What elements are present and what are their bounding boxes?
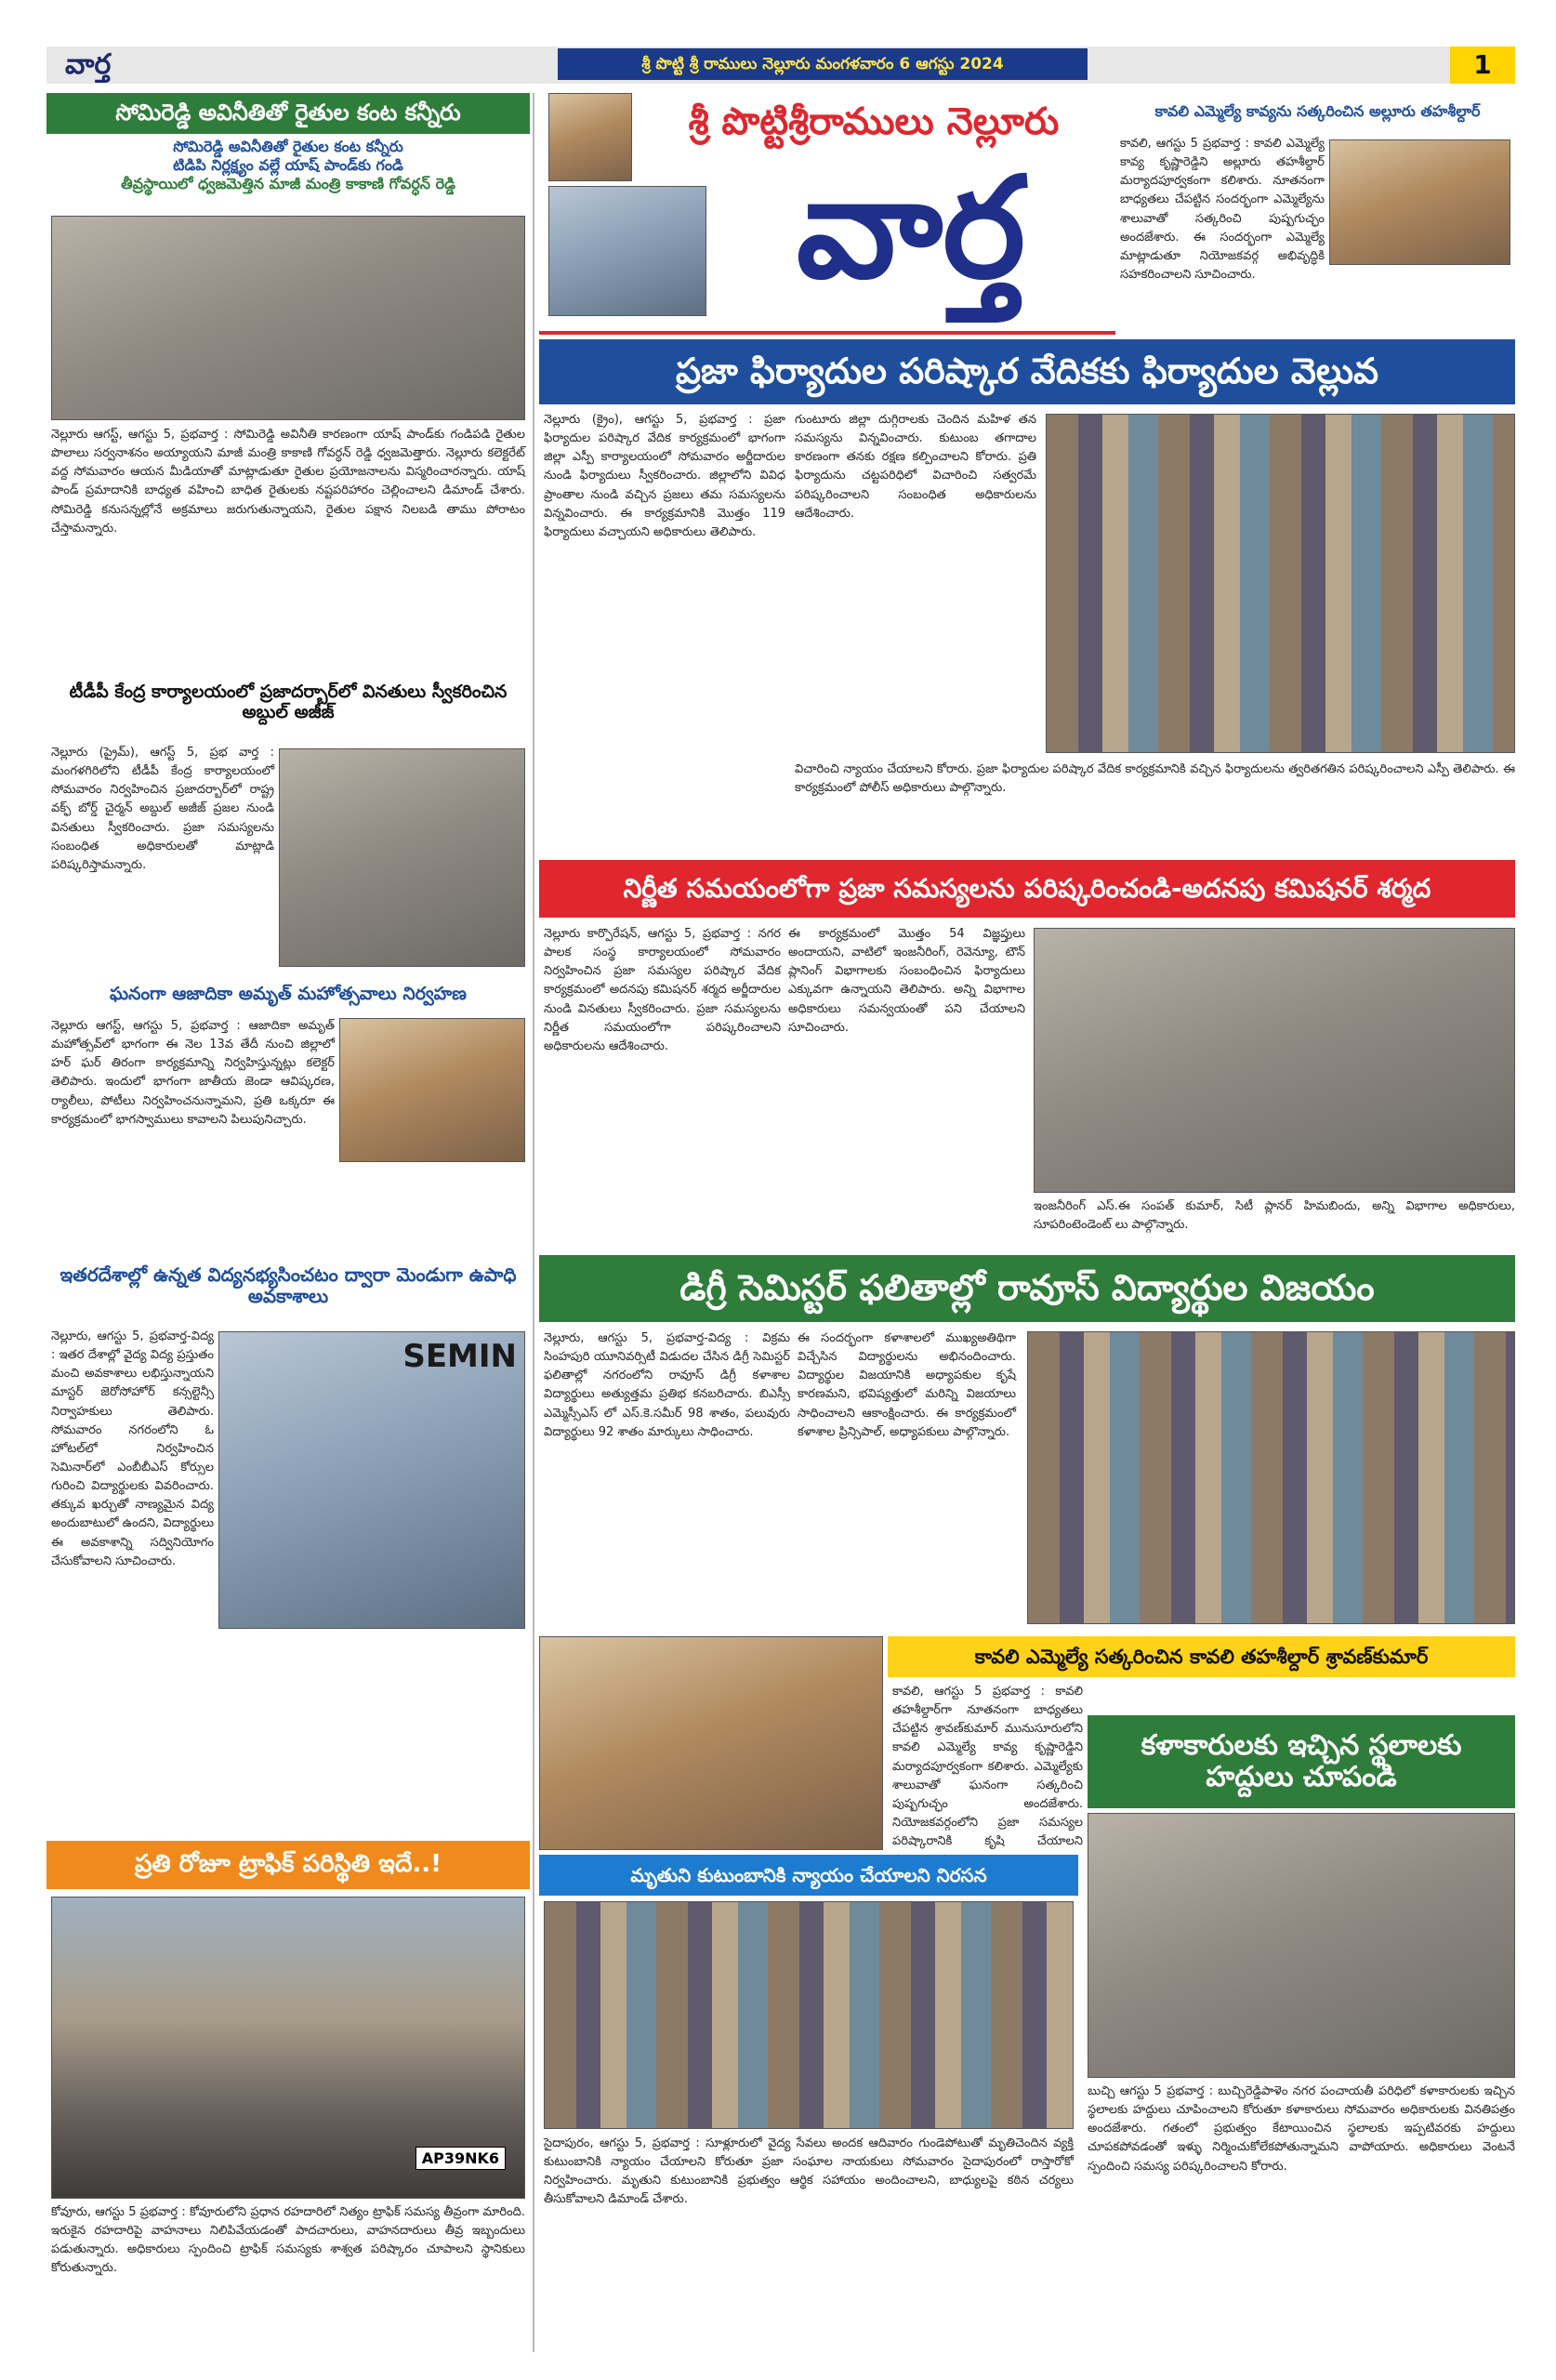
amrit-headline: ఘనంగా ఆజాదికా అమృత్ మహోత్సవాలు నిర్వహణ xyxy=(46,976,530,1013)
column-divider xyxy=(533,93,534,2352)
traffic-photo xyxy=(51,1897,525,2199)
somireddy-photo xyxy=(51,216,525,420)
kavali2-photo xyxy=(539,1636,883,1850)
amrit-body: నెల్లూరు ఆగస్ట్, ఆగస్టు 5, ప్రభవార్త : ఆజాదికా అమృత్ మహోత్సవ్‌లో భాగంగా ఈ నెల 13వ తేదీ నుంచి జిల్లాలో హర్ ఘర్ తిరంగా కార్యక్రమాన్ని నిర్వహిస్తున్నట్లు కలెక్టర్ తెలిపారు. ఇందులో భాగంగా జాతీయ జెండా ఆవిష్కరణ, ర్యాలీలు, పోటీలు నిర్వహించనున్నామని, ప్రతి ఒక్కరూ ఈ కార్యక్రమంలో భాగస్వాములు కావాలని పిలుపునిచ్చారు. xyxy=(51,1019,335,1127)
grievance-body2: గుంటూరు జిల్లా దుగ్గిరాలకు చెందిన మహిళ తన సమస్యను విన్నవించారు. కుటుంబ తగాదాల కారణంగా తనకు రక్షణ కల్పించాలని కోరారు. ప్రతి ఫిర్యాదును చట్టపరిధిలో విచారించి సత్వరమే పరిష్కరించాలని సంబంధిత అధికారులను ఆదేశించారు. xyxy=(795,413,1036,521)
somireddy-headline: సోమిరెడ్డి అవినీతితో రైతుల కంట కన్నీరు xyxy=(46,93,530,134)
founder-portrait xyxy=(548,93,632,181)
grievance-headline: ప్రజా ఫిర్యాదుల పరిష్కార వేదికకు ఫిర్యాదుల వెల్లువ xyxy=(539,339,1515,404)
commissioner-photo xyxy=(1034,928,1515,1193)
commissioner-headline: నిర్ణీత సమయంలోగా ప్రజా సమస్యలను పరిష్కరించండి-అదనపు కమిషనర్ శర్మద xyxy=(539,860,1515,918)
kavali1-photo xyxy=(1329,139,1510,265)
seminar-banner-text: SEMIN xyxy=(402,1338,517,1375)
protest-headline: మృతుని కుటుంబానికి న్యాయం చేయాలని నిరసన xyxy=(539,1855,1078,1896)
kavali1-body: కావలి, ఆగస్టు 5 ప్రభవార్త : కావలి ఎమ్మెల్యే కావ్య కృష్ణారెడ్డిని అల్లూరు తహశీల్దార్ మర్యాదపూర్వకంగా కలిశారు. నూతనంగా బాధ్యతలు చేపట్టిన సందర్భంగా ఎమ్మెల్యేను శాలువాతో సత్కరించి పుష్పగుచ్ఛం అందజేశారు. ఈ సందర్భంగా ఎమ్మెల్యే మాట్లాడుతూ నియోజకవర్గ అభివృద్ధికి సహకరించాలని సూచించారు. xyxy=(1120,137,1325,282)
amrit-photo xyxy=(339,1018,525,1162)
tdp-headline: టీడీపీ కేంద్ర కార్యాలయంలో ప్రజాదర్బార్‌లో వినతులు స్వీకరించిన అబ్దుల్ అజీజ్ xyxy=(46,668,530,738)
somireddy-subheads xyxy=(46,138,530,212)
page-number: 1 xyxy=(1450,46,1515,84)
tdp-body: నెల్లూరు (ప్రైమ్), ఆగస్ట్ 5, ప్రభ వార్త : మంగళగిరిలోని టీడీపీ కేంద్ర కార్యాలయంలో సోమవారం నిర్వహించిన ప్రజాదర్బార్‌లో రాష్ట్ర వక్ఫ్ బోర్డ్ చైర్మన్ అబ్దుల్ అజీజ్ ప్రజల నుండి వినతులు స్వీకరించారు. ప్రజా సమస్యలను సంబంధిత అధికారులతో మాట్లాడి పరిష్కరిస్తామన్నారు. xyxy=(51,746,274,872)
protest-body: సైదాపురం, ఆగస్టు 5, ప్రభవార్త : సూళ్లూరులో వైద్య సేవలు అందక ఆదివారం గుండెపోటుతో మృతిచెందిన వ్యక్తి కుటుంబానికి న్యాయం చేయాలని కోరుతూ ప్రజా సంఘాల నాయకులు సోమవారం సైదాపురంలో రాస్తారోకో నిర్వహించారు. మృతుని కుటుంబానికి ప్రభుత్వం ఆర్థిక సహాయం అందించాలని, బాధ్యులపై కఠిన చర్యలు తీసుకోవాలని డిమాండ్ చేశారు. xyxy=(544,2136,1074,2207)
kavali1-headline: కావలి ఎమ్మెల్యే కావ్యను సత్కరించిన అల్లూరు తహశీల్దార్ xyxy=(1120,93,1515,130)
vehicle-plate: AP39NK6 xyxy=(415,2147,506,2170)
kavali2-headline: కావలి ఎమ్మెల్యే సత్కరించిన కావలి తహశీల్దార్ శ్రావణ్‌కుమార్ xyxy=(888,1636,1515,1677)
masthead-collage xyxy=(548,186,706,316)
small-logo: వార్త xyxy=(65,48,112,81)
education-photo xyxy=(218,1331,525,1629)
commissioner-caption: ఇంజనీరింగ్ ఎస్.ఈ సంపత్ కుమార్, సిటీ ప్లానర్ హిమబిందు, అన్ని విభాగాల అధికారులు, సూపరింటెండెంట్ లు పాల్గొన్నారు. xyxy=(1034,1199,1515,1233)
degree-headline: డిగ్రీ సెమిస్టర్ ఫలితాల్లో రావూస్ విద్యార్థుల విజయం xyxy=(539,1255,1515,1322)
education-body: నెల్లూరు, ఆగస్టు 5, ప్రభవార్త-విద్య : ఇతర దేశాల్లో వైద్య విద్య ప్రస్తుతం మంచి అవకాశాలు లభిస్తున్నాయని మాస్టర్ జెరోసోహోర్ కన్సల్టెన్సీ నిర్వాహకులు తెలిపారు. సోమవారం నగరంలోని ఓ హోటల్‌లో నిర్వహించిన సెమినార్‌లో ఎంబీబీఎస్ కోర్సుల గురించి విద్యార్థులకు వివరించారు. తక్కువ ఖర్చుతో నాణ్యమైన విద్య అందుబాటులో ఉందని, విద్యార్థులు ఈ అవకాశాన్ని సద్వినియోగం చేసుకోవాలని సూచించారు. xyxy=(51,1329,214,1568)
somireddy-sub1: సోమిరెడ్డి అవినీతితో రైతుల కంట కన్నీరు xyxy=(173,138,403,155)
degree-photo xyxy=(1027,1331,1515,1624)
somireddy-sub2: టిడిపి నిర్లక్ష్యం వల్లే యాష్ పాండ్‌కు గండి xyxy=(173,156,403,174)
somireddy-sub3: తీవ్రస్థాయిలో ధ్వజమెత్తిన మాజీ మంత్రి కాకాణి గోవర్ధన్ రెడ్డి xyxy=(121,175,455,192)
date-line: శ్రీ పొట్టి శ్రీ రాములు నెల్లూరు మంగళవారం 6 ఆగస్టు 2024 xyxy=(558,48,1088,80)
traffic-body: కోవూరు, ఆగస్టు 5 ప్రభవార్త : కోవూరులోని ప్రధాన రహదారిలో నిత్యం ట్రాఫిక్ సమస్య తీవ్రంగా మారింది. ఇరుకైన రహదారిపై వాహనాలు నిలిపివేయడంతో పాదచారులు, వాహనదారులు తీవ్ర ఇబ్బందులు పడుతున్నారు. అధికారులు స్పందించి ట్రాఫిక్ సమస్యకు శాశ్వత పరిష్కారం చూపాలని స్థానికులు కోరుతున్నారు. xyxy=(51,2205,525,2276)
edition-title: శ్రీ పొట్టిశ్రీరాములు నెల్లూరు xyxy=(688,100,1060,143)
grievance-photo xyxy=(1046,414,1515,753)
traffic-headline: ప్రతి రోజూ ట్రాఫిక్ పరిస్థితి ఇదే..! xyxy=(46,1841,530,1889)
protest-photo xyxy=(544,1901,1074,2129)
degree-body2: ఈ సందర్భంగా కళాశాలలో ముఖ్యఅతిథిగా విచ్చేసిన విద్యార్థులను అభినందించారు. విద్యార్థుల విజయానికి అధ్యాపకుల కృషే కారణమని, భవిష్యత్తులో మరిన్ని విజయాలు సాధించాలని ఆకాంక్షించారు. ఈ కార్యక్రమంలో కళాశాల ప్రిన్సిపాల్, అధ్యాపకులు పాల్గొన్నారు. xyxy=(798,1331,1016,1439)
tdp-photo xyxy=(279,748,525,967)
degree-body1: నెల్లూరు, ఆగస్టు 5, ప్రభవార్త-విద్య : విక్రమ సింహపురి యూనివర్సిటీ విడుదల చేసిన డిగ్రీ సెమిస్టర్ ఫలితాల్లో నగరంలోని రావూస్ డిగ్రీ కళాశాల విద్యార్థులు అత్యుత్తమ ప్రతిభ కనబరిచారు. బిఎస్సీ ఎమ్మెస్సీఎస్ లో ఎస్.కె.సమీర్ 98 శాతం, పలువురు విద్యార్థులు 92 శాతం మార్కులు సాధించారు. xyxy=(544,1331,790,1439)
newspaper-logo: వార్త xyxy=(796,146,1026,310)
masthead xyxy=(539,93,1115,335)
kavali2-body: కావలి, ఆగస్టు 5 ప్రభవార్త : కావలి తహశీల్దార్‌గా నూతనంగా బాధ్యతలు చేపట్టిన శ్రావణ్‌కుమార్ మునుసూరులోని కావలి ఎమ్మెల్యే కావ్య కృష్ణారెడ్డిని మర్యాదపూర్వకంగా కలిశారు. ఎమ్మెల్యేకు శాలువాతో ఘనంగా సత్కరించి పుష్పగుచ్ఛం అందజేశారు. నియోజకవర్గంలోని ప్రజా సమస్యల పరిష్కారానికి కృషి చేయాలని xyxy=(892,1685,1083,1849)
artists-photo xyxy=(1088,1813,1515,2078)
commissioner-body2: ఈ కార్యక్రమంలో మొత్తం 54 విజ్ఞప్తులు అందాయని, వాటిలో ఇంజనీరింగ్, రెవెన్యూ, టౌన్ ప్లానింగ్ విభాగాలకు సంబంధించిన ఫిర్యాదులు ఎక్కువగా ఉన్నాయని తెలిపారు. అన్ని విభాగాల అధికారులు సమన్వయంతో పని చేయాలని సూచించారు. xyxy=(788,927,1025,1035)
education-headline: ఇతరదేశాల్లో ఉన్నత విద్యనభ్యసించటం ద్వారా మెండుగా ఉపాధి అవకాశాలు xyxy=(46,1250,530,1321)
grievance-body1: నెల్లూరు (క్రైం), ఆగస్టు 5, ప్రభవార్త : ప్రజా ఫిర్యాదుల పరిష్కార వేదిక కార్యక్రమంలో భాగంగా జిల్లా ఎస్పీ కార్యాలయంలో సోమవారం అర్జీదారుల నుండి ఫిర్యాదులు స్వీకరించారు. జిల్లాలోని వివిధ ప్రాంతాల నుండి వచ్చిన ప్రజలు తమ సమస్యలను విన్నవించారు. ఈ కార్యక్రమానికి మొత్తం 119 ఫిర్యాదులు వచ్చాయని అధికారులు తెలిపారు. xyxy=(544,413,785,539)
artists-headline: కళాకారులకు ఇచ్చిన స్థలాలకు హద్దులు చూపండి xyxy=(1088,1715,1515,1808)
artists-body: బుచ్చి ఆగస్టు 5 ప్రభవార్త : బుచ్చిరెడ్డిపాళెం నగర పంచాయతీ పరిధిలో కళాకారులకు ఇచ్చిన స్థలాలకు హద్దులు చూపించాలని కోరుతూ కళాకారులు సోమవారం అధికారులకు వినతిపత్రం అందజేశారు. గతంలో ప్రభుత్వం కేటాయించిన స్థలాలకు ఇప్పటివరకు హద్దులు చూపకపోవడంతో ఇళ్ళు నిర్మించుకోలేకపోతున్నామని వాపోయారు. అధికారులు వెంటనే స్పందించి సమస్య పరిష్కరించాలని కోరారు. xyxy=(1088,2084,1515,2174)
somireddy-body: నెల్లూరు ఆగస్ట్, ఆగస్టు 5, ప్రభవార్త : సోమిరెడ్డి అవినీతి కారణంగా యాష్ పాండ్‌కు గండిపడి రైతుల పొలాలు సర్వనాశనం అయ్యాయని మాజీ మంత్రి కాకాణి గోవర్ధన్ రెడ్డి ధ్వజమెత్తారు. నెల్లూరు కలెక్టరేట్ వద్ద సోమవారం ఆయన మీడియాతో మాట్లాడుతూ రైతుల ప్రయోజనాలను విస్మరించారన్నారు. యాష్ పాండ్ ప్రమాదానికి బాధ్యత వహించి బాధిత రైతులకు నష్టపరిహారం చెల్లించాలని డిమాండ్ చేశారు. సోమిరెడ్డి కనుసన్నల్లోనే అక్రమాలు జరుగుతున్నాయని, రైతుల పక్షాన నిలబడి తాము పోరాటం చేస్తామన్నారు. xyxy=(51,428,525,536)
grievance-body3: విచారించి న్యాయం చేయాలని కోరారు. ప్రజా ఫిర్యాదుల పరిష్కార వేదిక కార్యక్రమానికి వచ్చిన ఫిర్యాదులను త్వరితగతిన పరిష్కరించాలని ఎస్పీ తెలిపారు. ఈ కార్యక్రమంలో పోలీస్ అధికారులు పాల్గొన్నారు. xyxy=(795,762,1515,796)
commissioner-body1: నెల్లూరు కార్పొరేషన్, ఆగస్టు 5, ప్రభవార్త : నగర పాలక సంస్థ కార్యాలయంలో సోమవారం నిర్వహించిన ప్రజా సమస్యల పరిష్కార వేదిక కార్యక్రమంలో అదనపు కమిషనర్ శర్మద అర్జీదారుల నుండి వినతులు స్వీకరించారు. ప్రజా సమస్యలను నిర్ణీత సమయంలోగా పరిష్కరించాలని అధికారులను ఆదేశించారు. xyxy=(544,927,781,1053)
